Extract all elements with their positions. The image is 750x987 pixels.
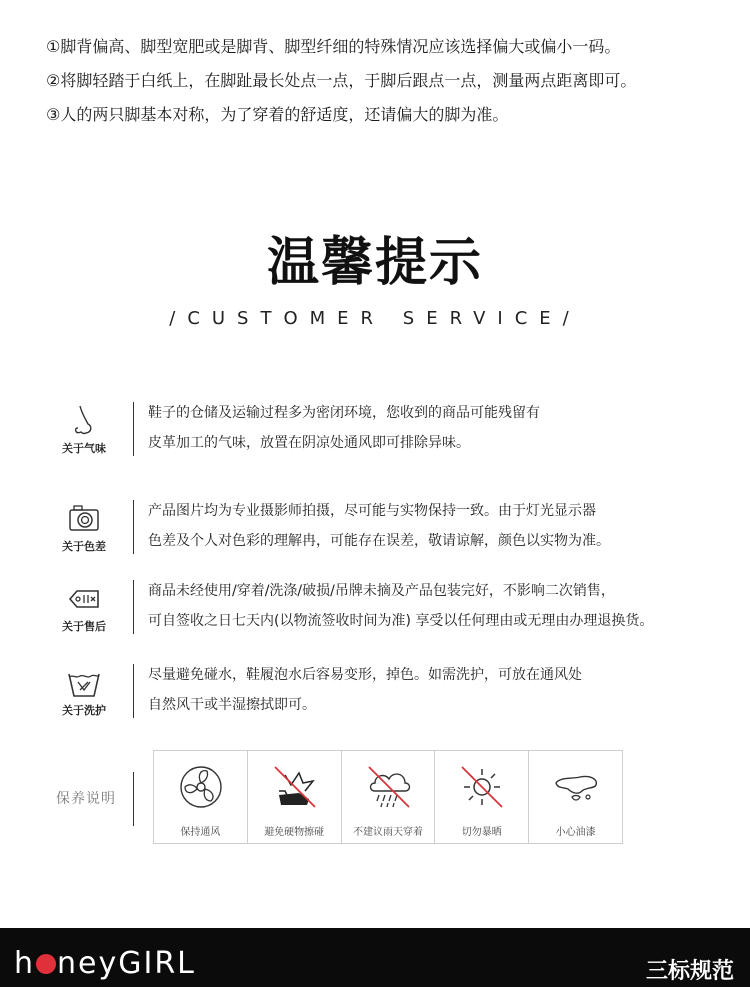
tip-text	[148, 398, 748, 458]
tip-label: 关于售后	[62, 620, 106, 633]
care-item-sun	[435, 751, 529, 843]
care-label: 保养说明	[56, 791, 116, 807]
tip-line: 色差及个人对色彩的理解冉，可能存在误差，敬请谅解，颜色以实物为准。	[148, 533, 610, 549]
page-subtitle: /CUSTOMER SERVICE/	[169, 308, 581, 329]
brand-suffix: neyGIRL	[57, 946, 196, 981]
tip-line: 鞋子的仓储及运输过程多为密闭环境，您收到的商品可能残留有	[148, 405, 540, 421]
care-item-paint	[529, 751, 622, 843]
size-note-1: ①脚背偏高、脚型宽肥或是脚背、脚型纤细的特殊情况应该选择偏大或偏小一码。	[46, 37, 621, 56]
tip-line: 皮革加工的气味，放置在阴凉处通风即可排除异味。	[148, 435, 470, 451]
fan-icon	[175, 761, 227, 813]
paint-splash-icon	[550, 761, 602, 813]
tip-washing	[40, 664, 740, 730]
tip-after-sales	[40, 580, 740, 646]
camera-icon	[64, 500, 104, 538]
tip-color	[40, 500, 740, 566]
tip-label: 关于洗护	[62, 704, 106, 717]
tip-line: 产品图片均为专业摄影师拍摄，尽可能与实物保持一致。由于灯光显示器	[148, 503, 596, 519]
tip-text	[148, 496, 748, 556]
tip-label: 关于气味	[62, 442, 106, 455]
care-item-label: 不建议雨天穿着	[352, 827, 423, 838]
size-notes	[46, 30, 736, 132]
size-note-2: ②将脚轻踏于白纸上，在脚趾最长处点一点，于脚后跟点一点，测量两点距离即可。	[46, 71, 637, 90]
divider	[133, 402, 134, 456]
care-item-ventilate	[154, 751, 248, 843]
smiley-icon	[36, 954, 56, 974]
no-sun-icon	[456, 761, 508, 813]
care-item-label: 保持通风	[180, 827, 221, 838]
no-rain-icon	[363, 761, 415, 813]
footer-title: 三标规范	[645, 959, 734, 984]
tip-line: 可自签收之日七天内(以物流签收时间为准) 享受以任何理由或无理由办理退换货。	[148, 613, 654, 629]
size-note-3: ③人的两只脚基本对称，为了穿着的舒适度，还请偏大的脚为准。	[46, 105, 509, 124]
divider	[133, 772, 134, 826]
footer-bar	[0, 928, 750, 987]
divider	[133, 664, 134, 718]
care-icons-table	[153, 750, 623, 844]
care-item-label: 小心油漆	[555, 827, 596, 838]
tip-line: 尽量避免碰水，鞋履泡水后容易变形，掉色。如需洗护，可放在通风处	[148, 667, 582, 683]
care-item-rain	[342, 751, 436, 843]
tip-label: 关于色差	[62, 540, 106, 553]
care-item-hard-object	[248, 751, 342, 843]
tip-line: 自然风干或半湿擦拭即可。	[148, 697, 316, 713]
care-item-label: 切勿暴晒	[461, 827, 502, 838]
divider	[133, 500, 134, 554]
tip-text	[148, 576, 748, 636]
wash-icon	[64, 664, 104, 702]
page-title: 温馨提示	[266, 233, 483, 293]
care-item-label: 避免硬物擦碰	[264, 827, 325, 838]
tip-smell	[40, 402, 740, 468]
no-hard-object-icon	[269, 761, 321, 813]
divider	[133, 580, 134, 634]
nose-icon	[64, 402, 104, 440]
brand-prefix: h	[14, 946, 36, 981]
tip-text	[148, 660, 748, 720]
tip-line: 商品未经使用/穿着/洗涤/破损/吊牌未摘及产品包装完好，不影响二次销售，	[148, 583, 615, 599]
tag-icon	[64, 580, 104, 618]
brand-logo	[14, 946, 196, 981]
